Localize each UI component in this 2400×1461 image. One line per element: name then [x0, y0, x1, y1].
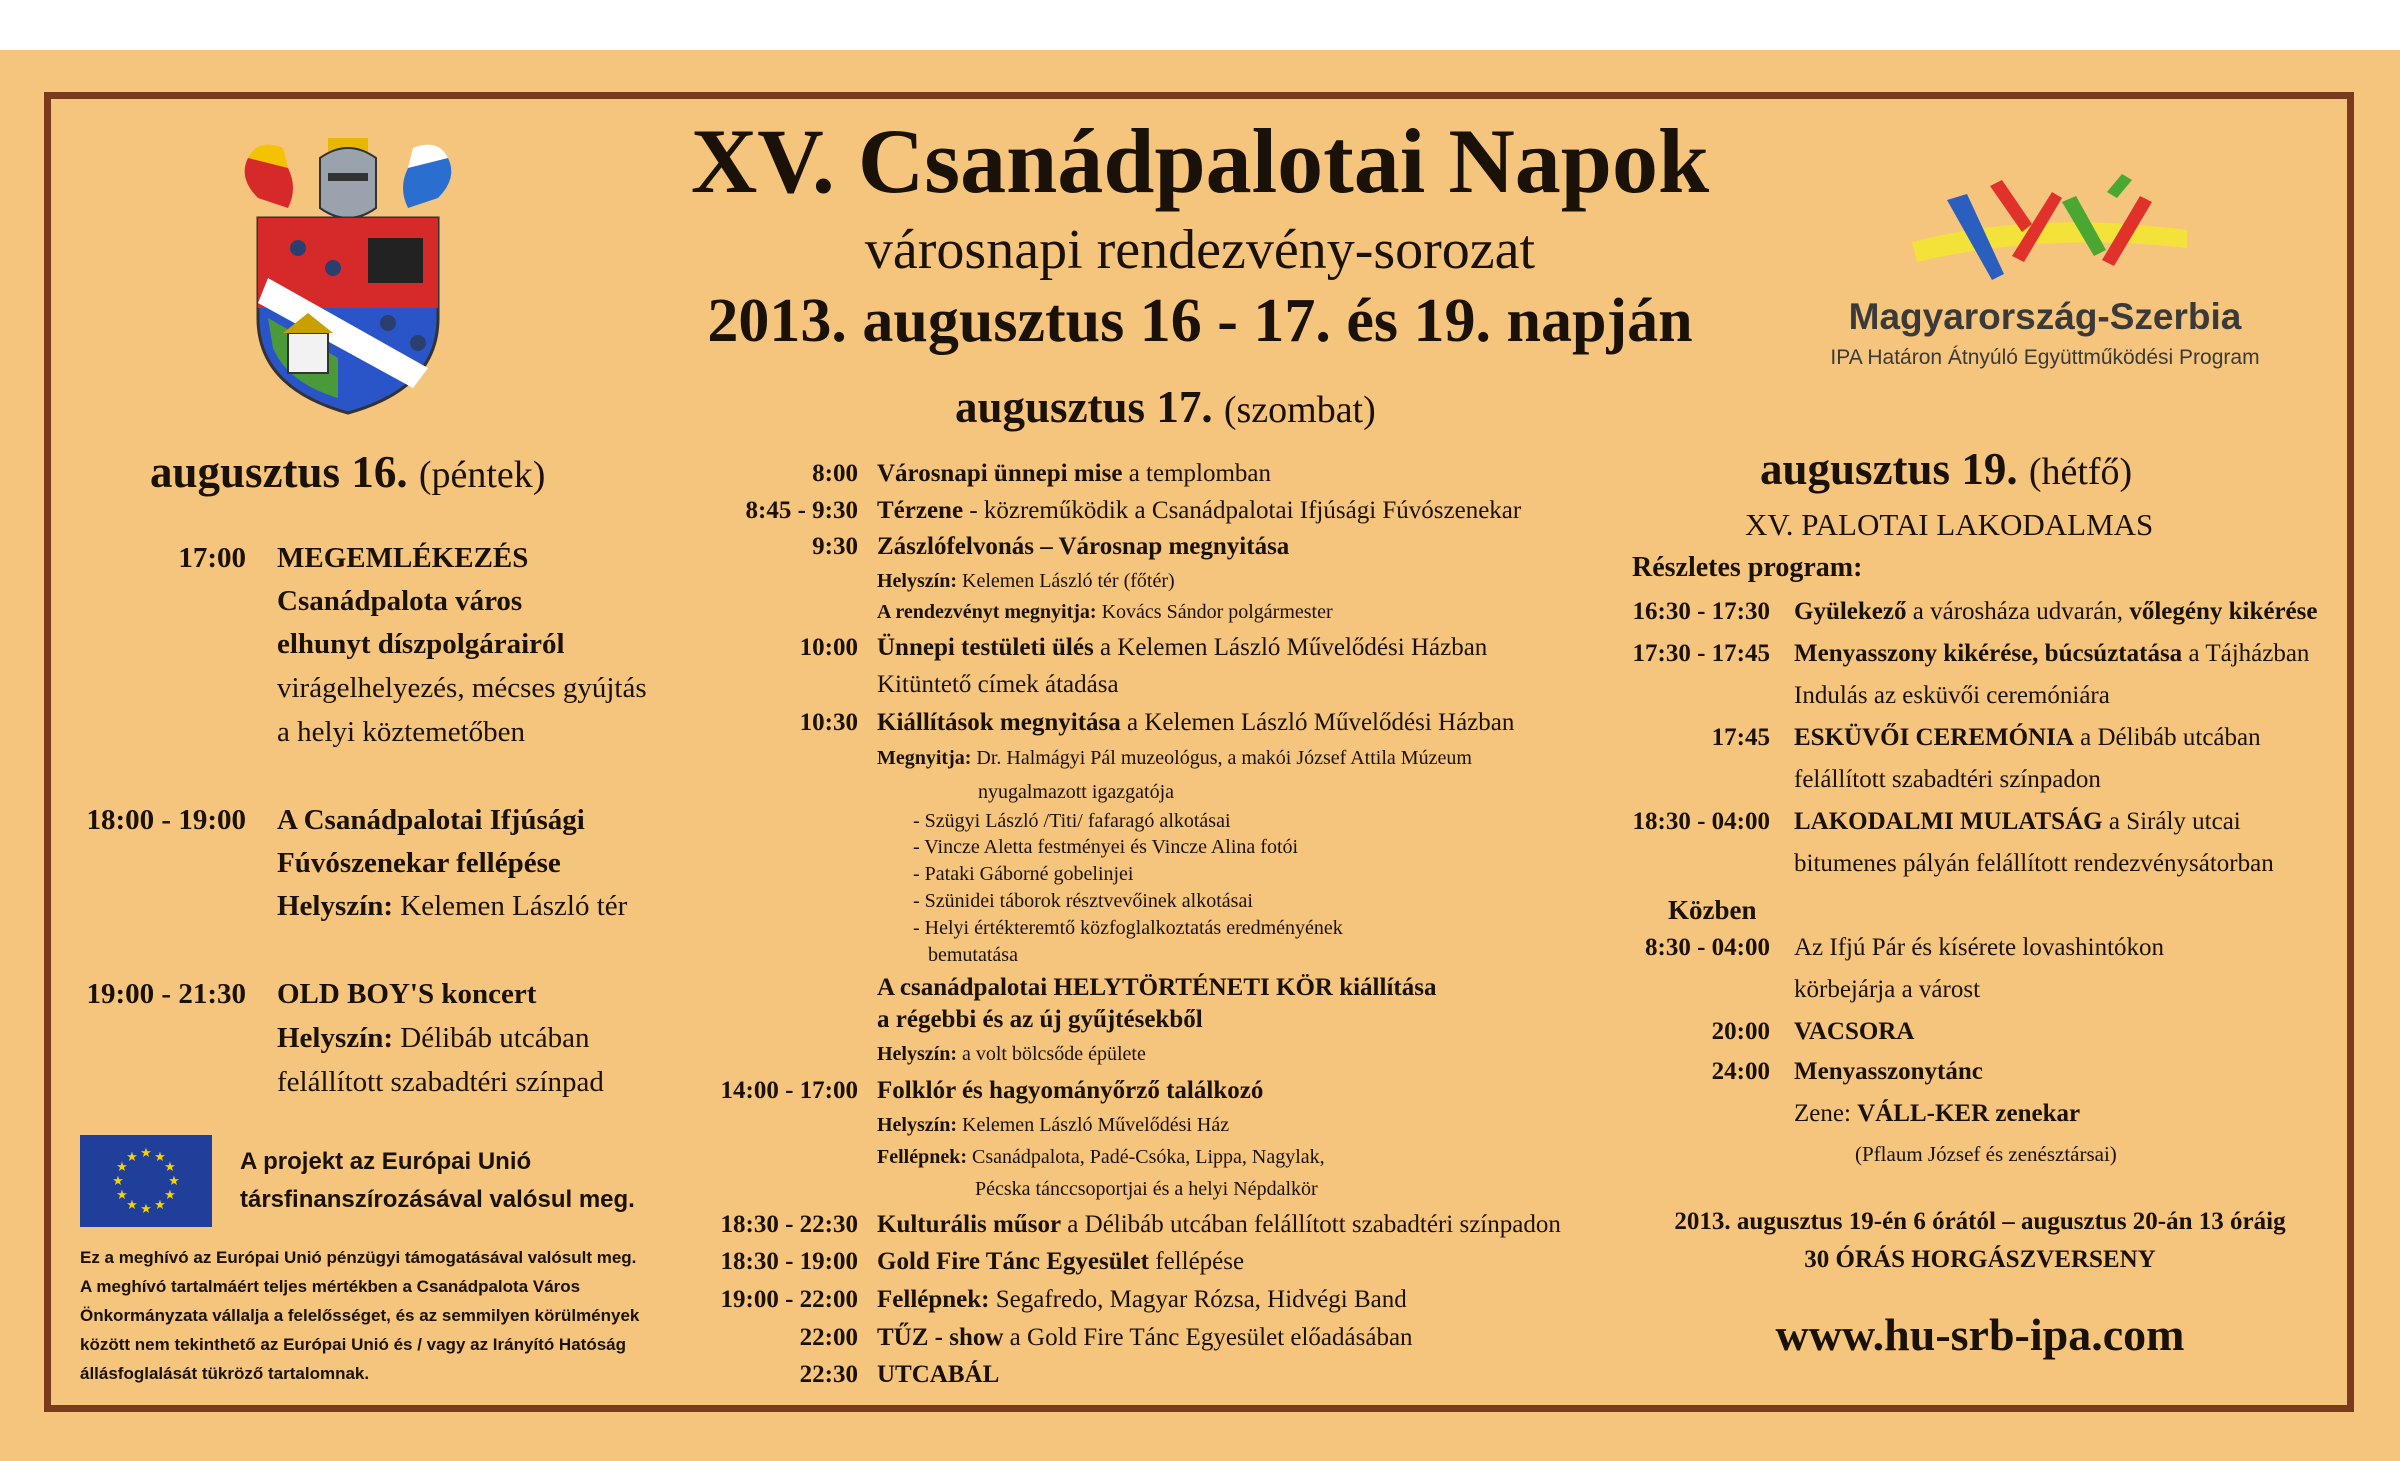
svg-text:★: ★ [116, 1160, 128, 1175]
fishing-contest: 30 ÓRÁS HORGÁSZVERSENY [1804, 1246, 2156, 1273]
event-detail: Kitüntető címek átadása [877, 671, 1119, 698]
event-time: 9:30 [812, 533, 858, 560]
exhibit-item: - Szünidei táborok résztvevőinek alkotásai [913, 890, 1253, 912]
opener-value: Dr. Halmágyi Pál muzeológus, a makói József Attila Múzeum [971, 747, 1472, 769]
event-time: 24:00 [1711, 1058, 1770, 1085]
exhibit-item: - Vincze Aletta festményei és Vincze Alina fotói [913, 836, 1299, 858]
svg-text:★: ★ [164, 1188, 176, 1203]
event-time: 20:00 [1711, 1018, 1770, 1045]
event-detail: a városháza udvarán, [1906, 598, 2130, 625]
event-title: Kiállítások megnyitása [877, 709, 1121, 736]
event-row [877, 634, 1487, 662]
ipa-logo-icon [1912, 170, 2192, 290]
event-time: 17:30 - 17:45 [1632, 640, 1770, 667]
svg-text:★: ★ [116, 1188, 128, 1203]
music-label: Zene: [1794, 1100, 1858, 1127]
weekday-label: (péntek) [418, 454, 546, 496]
event-time: 8:45 - 9:30 [745, 497, 858, 524]
performers-value: Csanádpalota, Padé-Csóka, Lippa, Nagylak, [967, 1146, 1325, 1168]
location-value: a volt bölcsőde épülete [957, 1043, 1146, 1065]
event-detail: a Kelemen László Művelődési Házban [1093, 634, 1488, 661]
event-detail: a Délibáb utcában felállított szabadtéri színpadon [1061, 1211, 1561, 1238]
event-title: Kulturális műsor [877, 1211, 1062, 1238]
weekday-label: (szombat) [1223, 389, 1376, 431]
location-value: Kelemen László tér [393, 890, 628, 922]
partner-program: IPA Határon Átnyúló Együttműködési Program [1830, 346, 2260, 369]
eu-stars-icon [80, 1135, 212, 1227]
event-title: A Csanádpalotai Ifjúsági [277, 804, 585, 836]
event-title: MEGEMLÉKEZÉS [277, 542, 529, 574]
event-detail: felállított szabadtéri színpadon [1794, 766, 2101, 793]
program-label: Részletes program: [1632, 552, 1863, 583]
opener-value: Kovács Sándor polgármester [1096, 601, 1333, 623]
day-aug17-heading [955, 381, 1376, 433]
event-time: 22:30 [799, 1361, 858, 1388]
event-time: 10:30 [799, 709, 858, 736]
event-title: a régebbi és az új gyűjtésekből [877, 1006, 1203, 1033]
event-time: 18:30 - 04:00 [1632, 808, 1770, 835]
event-detail: a Gold Fire Tánc Egyesület előadásában [1003, 1324, 1413, 1351]
event-title: ESKÜVŐI CEREMÓNIA [1794, 724, 2074, 751]
band-name: VÁLL-KER zenekar [1857, 1100, 2081, 1127]
event-row [1794, 598, 2317, 626]
location-value: Kelemen László Művelődési Ház [957, 1114, 1230, 1136]
event-time: 18:30 - 19:00 [720, 1248, 858, 1275]
page-subtitle: városnapi rendezvény-sorozat [864, 219, 1536, 281]
event-title: UTCABÁL [877, 1361, 1000, 1388]
eu-disclaimer-line: Önkormányzata vállalja a felelősséget, és az semmilyen körülmények [80, 1306, 640, 1325]
event-title: Városnapi ünnepi mise [877, 460, 1123, 487]
page-title: XV. Csanádpalotai Napok [690, 110, 1710, 212]
weekday-label: (hétfő) [2028, 451, 2133, 493]
svg-text:★: ★ [112, 1174, 124, 1189]
event-row [1794, 724, 2261, 752]
event-time: 17:00 [178, 542, 246, 574]
event-line: Csanádpalota város [277, 585, 523, 617]
event-detail: a Sirály utcai [2102, 808, 2241, 835]
svg-text:★: ★ [140, 1202, 152, 1217]
event-detail: a Délibáb utcában [2073, 724, 2261, 751]
event-detail: - közreműködik a Csanádpalotai Ifjúsági Fúvószenekar [963, 497, 1522, 524]
event-title: LAKODALMI MULATSÁG [1794, 808, 2103, 835]
event-title: Folklór és hagyományőrző találkozó [877, 1077, 1264, 1104]
location-label: Helyszín: [277, 1022, 393, 1054]
performers-label: Fellépnek: [877, 1146, 967, 1168]
eu-line1: A projekt az Európai Unió [240, 1148, 532, 1175]
day-label: augusztus 17. [955, 382, 1213, 432]
event-opener [877, 747, 1472, 770]
location-label: Helyszín: [877, 570, 957, 592]
event-detail: Segafredo, Magyar Rózsa, Hidvégi Band [989, 1286, 1407, 1313]
opener-label: Megnyitja: [877, 747, 972, 769]
event-title: VACSORA [1794, 1018, 1915, 1045]
eu-line2: társfinanszírozásával valósul meg. [240, 1186, 635, 1213]
event-row [877, 497, 1521, 525]
svg-text:★: ★ [154, 1198, 166, 1213]
event-title: Fellépnek: [877, 1286, 990, 1313]
location-label: Helyszín: [277, 890, 393, 922]
event-row [877, 1211, 1561, 1239]
event-detail: a templomban [1122, 460, 1272, 487]
event-detail: bitumenes pályán felállított rendezvénysátorban [1794, 850, 2274, 877]
location-label: Helyszín: [877, 1114, 957, 1136]
event-title: OLD BOY'S koncert [277, 978, 537, 1010]
event-detail: Indulás az esküvői ceremóniára [1794, 682, 2110, 709]
event-time: 18:00 - 19:00 [86, 804, 246, 836]
event-row [1794, 808, 2241, 836]
day-aug19-heading [1760, 443, 2132, 495]
event-time: 17:45 [1711, 724, 1770, 751]
exhibit-item: bemutatása [928, 944, 1018, 966]
event-title: Térzene [877, 497, 964, 524]
event-line: elhunyt díszpolgárairól [277, 628, 565, 660]
svg-text:★: ★ [164, 1160, 176, 1175]
event-row [877, 709, 1514, 737]
svg-text:★: ★ [126, 1198, 138, 1213]
event-title: Menyasszonytánc [1794, 1058, 1983, 1085]
event-title: A csanádpalotai HELYTÖRTÉNETI KÖR kiállítása [877, 974, 1437, 1001]
event-location [277, 1022, 589, 1055]
exhibit-item: - Pataki Gáborné gobelinjei [913, 863, 1134, 885]
location-label: Helyszín: [877, 1043, 957, 1065]
event-time: 10:00 [799, 634, 858, 661]
svg-text:★: ★ [154, 1150, 166, 1165]
event-row [1794, 640, 2309, 668]
event-row [877, 1248, 1244, 1276]
day-label: augusztus 16. [150, 447, 408, 497]
location-value: Kelemen László tér (főtér) [957, 570, 1175, 592]
event-row [877, 460, 1271, 488]
eu-disclaimer-line: állásfoglalását tükröző tartalomnak. [80, 1364, 370, 1383]
music-row [1794, 1100, 2080, 1128]
event-title: Zászlófelvonás – Városnap megnyitása [877, 533, 1290, 560]
event-location [277, 890, 627, 923]
event-line: a helyi köztemetőben [277, 716, 526, 748]
event-time: 18:30 - 22:30 [720, 1211, 858, 1238]
eu-disclaimer-line: Ez a meghívó az Európai Unió pénzügyi támogatásával valósult meg. [80, 1248, 637, 1267]
event-title: TŰZ - show [877, 1324, 1004, 1351]
eu-disclaimer-line: között nem tekinthető az Európai Unió és / vagy az Irányító Hatóság [80, 1335, 626, 1354]
opener-label: A rendezvényt megnyitja: [877, 601, 1097, 623]
event-detail: Pécska tánccsoportjai és a helyi Népdalkör [975, 1178, 1318, 1200]
event-title: Gyülekező [1794, 598, 1907, 625]
partner-name: Magyarország-Szerbia [1848, 296, 2242, 337]
event-row [877, 1286, 1407, 1314]
event-detail: nyugalmazott igazgatója [978, 781, 1175, 803]
event-time: 22:00 [799, 1324, 858, 1351]
event-location [877, 1114, 1229, 1137]
event-title: vőlegény kikérése [2129, 598, 2318, 625]
eu-disclaimer-line: A meghívó tartalmáért teljes mértékben a Csanádpalota Város [80, 1277, 581, 1296]
event-time: 8:00 [812, 460, 858, 487]
event-line: felállított szabadtéri színpad [277, 1066, 604, 1098]
band-members: (Pflaum József és zenésztársai) [1855, 1142, 2117, 1166]
event-title: Menyasszony kikérése, búcsúztatása [1794, 640, 2183, 667]
event-time: 19:00 - 22:00 [720, 1286, 858, 1313]
event-detail: a Tájházban [2182, 640, 2310, 667]
event-detail: körbejárja a várost [1794, 976, 1981, 1003]
event-performers [877, 1146, 1325, 1169]
exhibit-item: - Szügyi László /Titi/ fafaragó alkotásai [913, 810, 1231, 832]
event-title: Gold Fire Tánc Egyesület [877, 1248, 1149, 1275]
event-detail: a Kelemen László Művelődési Házban [1120, 709, 1515, 736]
fishing-dates: 2013. augusztus 19-én 6 órától – augusztus 20-án 13 óráig [1674, 1208, 2286, 1235]
event-location [877, 570, 1175, 593]
event-detail: fellépése [1149, 1248, 1245, 1275]
wedding-heading: XV. PALOTAI LAKODALMAS [1745, 507, 2154, 542]
svg-text:★: ★ [140, 1146, 152, 1161]
event-line: Fúvószenekar fellépése [277, 847, 561, 879]
exhibit-item: - Helyi értékteremtő közfoglalkoztatás eredményének [913, 917, 1343, 939]
svg-text:★: ★ [126, 1150, 138, 1165]
event-title: Ünnepi testületi ülés [877, 634, 1094, 661]
event-time: 14:00 - 17:00 [720, 1077, 858, 1104]
day-aug16-heading [150, 446, 545, 498]
meanwhile-label: Közben [1668, 895, 1757, 925]
event-row [877, 1324, 1413, 1352]
day-label: augusztus 19. [1760, 444, 2018, 494]
event-time: 16:30 - 17:30 [1632, 598, 1770, 625]
event-time: 8:30 - 04:00 [1645, 934, 1770, 961]
eu-flag-icon [80, 1135, 212, 1227]
svg-text:★: ★ [168, 1174, 180, 1189]
location-value: Délibáb utcában [393, 1022, 590, 1054]
event-detail: Az Ifjú Pár és kísérete lovashintókon [1794, 934, 2165, 961]
website-link[interactable]: www.hu-srb-ipa.com [1775, 1309, 2185, 1360]
event-line: virágelhelyezés, mécses gyújtás [277, 672, 647, 704]
event-dates: 2013. augusztus 16 - 17. és 19. napján [707, 287, 1693, 355]
event-opener [877, 601, 1333, 624]
event-time: 19:00 - 21:30 [86, 978, 246, 1010]
event-location [877, 1043, 1146, 1066]
